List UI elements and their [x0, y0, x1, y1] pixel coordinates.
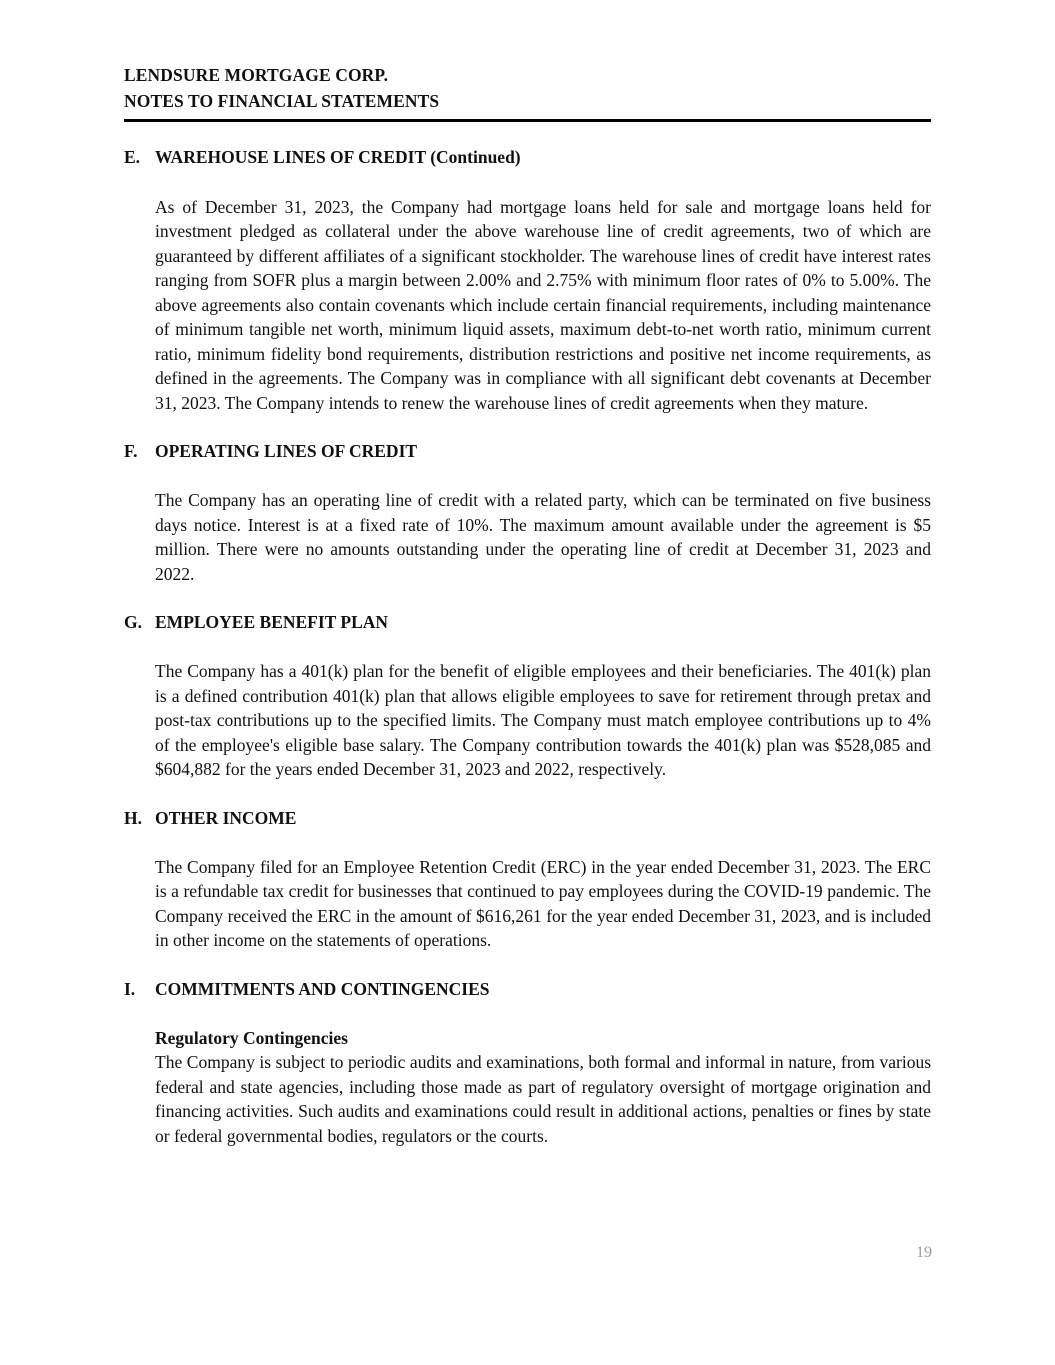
section-title: OTHER INCOME	[155, 807, 297, 828]
section-heading	[124, 439, 931, 464]
section-paragraph: The Company filed for an Employee Retention Credit (ERC) in the year ended December 31, 2023. The ERC is a refundable tax credit for businesses that continued to pay employees during the COVID-19 pandemic. The Company received the ERC in the amount of $616,261 for the year ended December 31, 2023, and is included in other income on the statements of operations.	[155, 856, 931, 950]
section-title: WAREHOUSE LINES OF CREDIT (Continued)	[155, 147, 521, 167]
section-title: COMMITMENTS AND CONTINGENCIES	[155, 978, 490, 999]
section-e	[124, 145, 931, 415]
header-rule	[124, 119, 931, 122]
company-name: LENDSURE MORTGAGE CORP.	[124, 65, 389, 85]
section-letter: F.	[124, 441, 138, 461]
section-g	[124, 610, 931, 782]
section-heading	[124, 145, 931, 170]
section-paragraph: The Company has a 401(k) plan for the benefit of eligible employees and their beneficiaries. The 401(k) plan is a defined contribution 401(k) plan that allows eligible employees to save for retirement through pretax and post-tax contributions up to the specified limits. The Company must match employee contributions up to 4% of the employee's eligible base salary. The Company contribution towards the 401(k) plan was $528,085 and $604,882 for the years ended December 31, 2023 and 2022, respectively.	[155, 661, 931, 779]
section-title: EMPLOYEE BENEFIT PLAN	[155, 612, 389, 632]
document-subtitle: NOTES TO FINANCIAL STATEMENTS	[124, 91, 440, 111]
section-paragraph: As of December 31, 2023, the Company had mortgage loans held for sale and mortgage loans held for investment pledged as collateral under the above warehouse line of credit agreements, two of which are guaranteed by different affiliates of a significant stockholder. The warehouse lines of credit have interest rates ranging from SOFR plus a margin between 2.00% and 2.75% with minimum floor rates of 0% to 5.00%. The above agreements also contain covenants which include certain financial requirements, including maintenance of minimum tangible net worth, minimum liquid assets, maximum debt-to-net worth ratio, minimum current ratio, minimum fidelity bond requirements, distribution restrictions and positive net income requirements, as defined in the agreements. The Company was in compliance with all significant debt covenants at December 31, 2023. The Company intends to renew the warehouse lines of credit agreements when they mature.	[155, 196, 931, 413]
section-letter: E.	[124, 147, 141, 167]
section-letter: I.	[124, 978, 136, 999]
page-number: 19	[916, 1244, 932, 1261]
section-heading	[124, 977, 931, 1002]
section-i	[124, 977, 931, 1149]
section-title: OPERATING LINES OF CREDIT	[155, 441, 418, 461]
section-subheading: Regulatory Contingencies	[155, 1027, 348, 1048]
section-paragraph: The Company has an operating line of credit with a related party, which can be terminated on five business days notice. Interest is at a fixed rate of 10%. The maximum amount available under the agreement is $5 million. There were no amounts outstanding under the operating line of credit at December 31, 2023 and 2022.	[155, 490, 931, 584]
section-heading	[124, 610, 931, 635]
section-paragraph: The Company is subject to periodic audits and examinations, both formal and informal in nature, from various federal and state agencies, including those made as part of regulatory oversight of mortgage origination and financing activities. Such audits and examinations could result in additional actions, penalties or fines by state or federal governmental bodies, regulators or the courts.	[155, 1052, 931, 1146]
document-header	[124, 62, 931, 122]
section-letter: H.	[124, 807, 142, 828]
document-page	[124, 62, 931, 1342]
section-h	[124, 806, 931, 953]
section-heading	[124, 806, 931, 831]
section-f	[124, 439, 931, 586]
section-letter: G.	[124, 612, 142, 632]
